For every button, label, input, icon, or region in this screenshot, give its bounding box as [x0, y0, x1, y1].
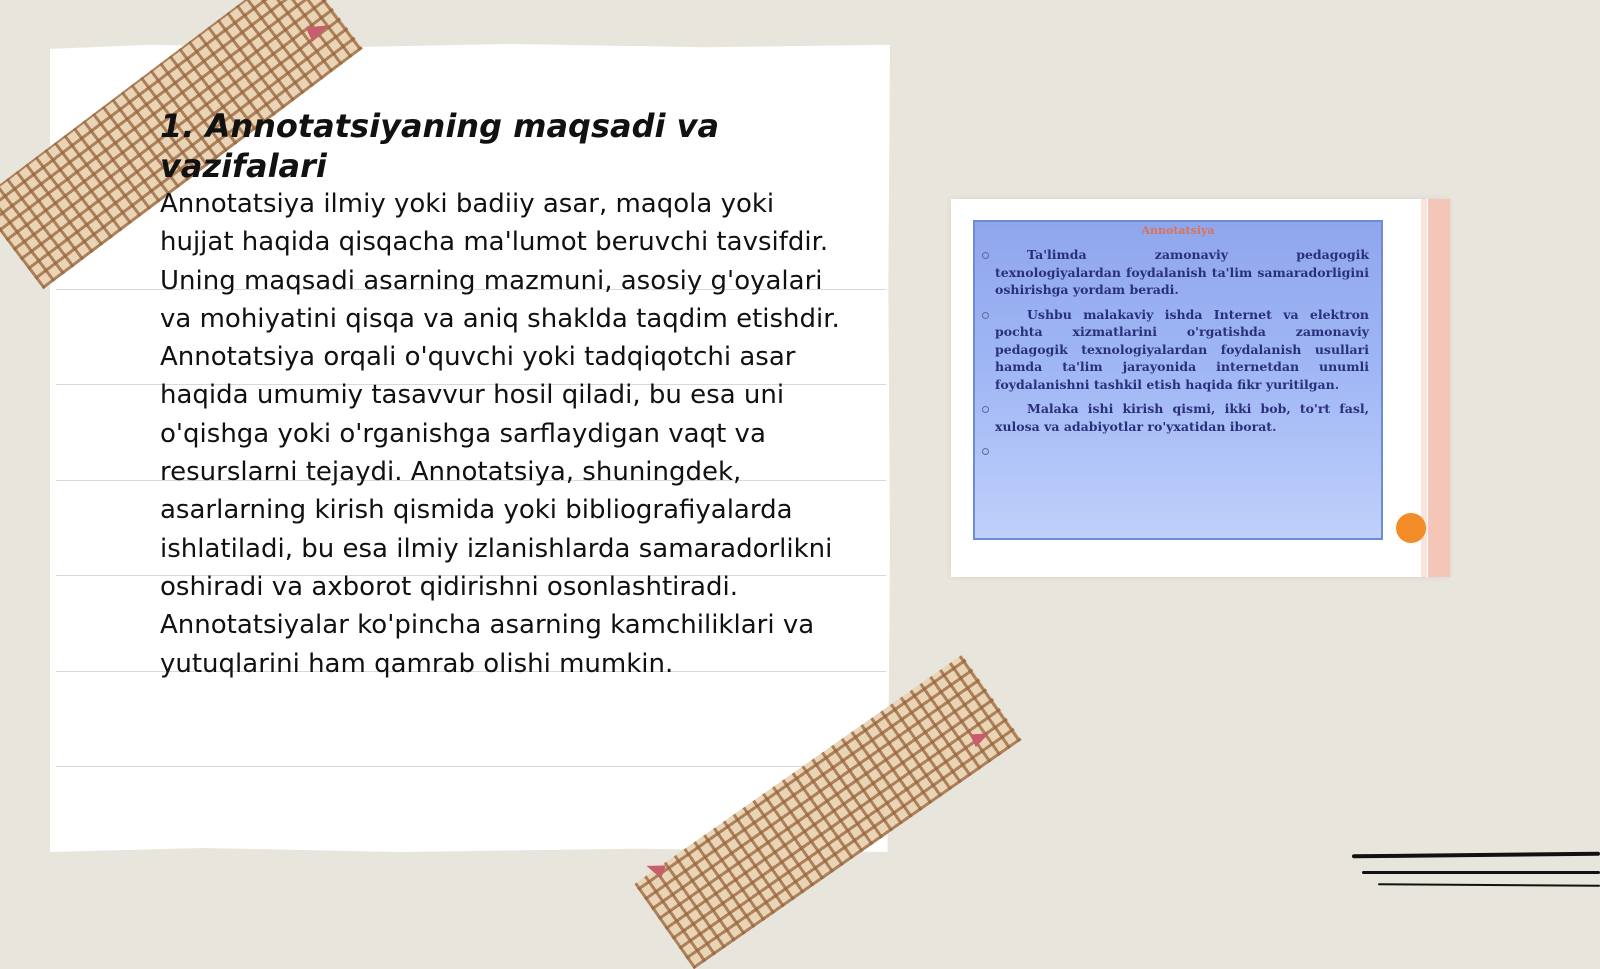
body-paragraph: Annotatsiya ilmiy yoki badiiy asar, maqola yoki hujjat haqida qisqacha ma'lumot beruvchi tavsifdir. Uning maqsadi asarning mazmuni, asosiy g'oyalari va mohiyatini qisqa va aniq shaklda taqdim etishdir. Annotatsiya orqali o'quvchi yoki tadqiqotchi asar haqida umumiy tasavvur hosil qiladi, bu esa uni o'qishga yoki o'rganishga sarflaydigan vaqt va resurslarni tejaydi. Annotatsiya, shuningdek, asarlarning kirish qismida yoki bibliografiyalarda ishlatiladi, bu esa ilmiy izlanishlarda samaradorlikni oshiradi va axborot qidirishni osonlashtiradi. Annotatsiyalar ko'pincha asarning kamchiliklari va yutuqlarini ham qamrab olishi mumkin.	[160, 189, 840, 679]
brush-stroke-decoration	[1362, 871, 1600, 874]
embedded-slide-item: Ushbu malakaviy ishda Internet va elektron pochta xizmatlarini o'rgatishda zamonaviy pedagogik texnologiyalardan foydalanish usullari hamda ta'lim jarayonida internetdan unumli foydalanishni tashkil etish haqida fikr yuritilgan.	[985, 306, 1369, 394]
embedded-slide-item	[985, 442, 1369, 456]
embedded-slide-title: Annotatsiya	[1141, 224, 1215, 237]
frame-stripe	[1428, 199, 1450, 577]
brush-stroke-decoration	[1352, 852, 1600, 859]
embedded-slide-list	[985, 246, 1369, 463]
embedded-slide-image	[973, 220, 1383, 540]
embedded-slide-item: Malaka ishi kirish qismi, ikki bob, to'rt fasl, xulosa va adabiyotlar ro'yxatidan iborat.	[985, 400, 1369, 435]
slide-heading: 1. Annotatsiyaning maqsadi va vazifalari	[160, 107, 720, 185]
embedded-slide-item: Ta'limda zamonaviy pedagogik texnologiyalardan foydalanish ta'lim samaradorligini oshirishga yordam beradi.	[985, 246, 1369, 299]
paper-rule	[56, 766, 886, 767]
brush-stroke-decoration	[1378, 883, 1600, 887]
orange-dot-decoration	[1396, 513, 1426, 543]
